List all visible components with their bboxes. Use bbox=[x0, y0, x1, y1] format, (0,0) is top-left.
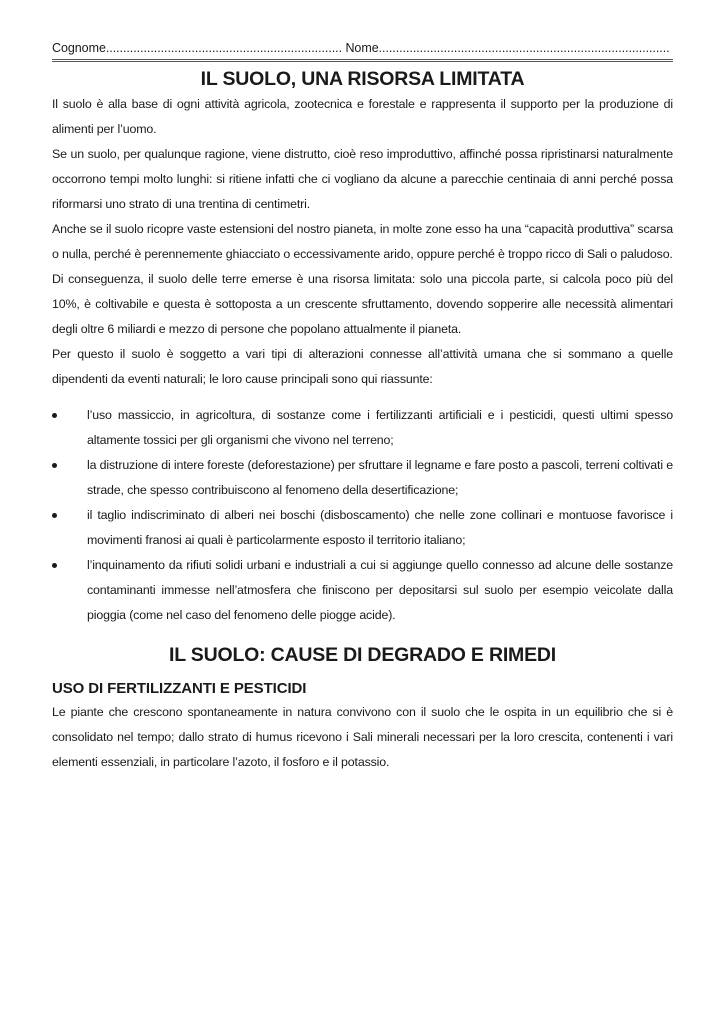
list-item-text: l’uso massiccio, in agricoltura, di sostanze come i fertilizzanti artificiali e i pesticidi, questi ultimi spesso altamente tossici per gli organismi che vivono nel terreno; bbox=[87, 408, 673, 447]
section-title: IL SUOLO: CAUSE DI DEGRADO E RIMEDI bbox=[169, 644, 556, 666]
section-paragraph: Le piante che crescono spontaneamente in natura convivono con il suolo che le ospita in un equilibrio che si è consolidato nel tempo; dallo strato di humus ricevono i Sali minerali necessari per la loro crescita, contenenti i vari elementi essenziali, in particolare l’azoto, il fosforo e il potassio. bbox=[52, 705, 673, 769]
list-item bbox=[52, 403, 673, 453]
bullet-icon bbox=[52, 563, 57, 568]
subsection-title: USO DI FERTILIZZANTI E PESTICIDI bbox=[52, 680, 307, 697]
header-divider bbox=[52, 59, 673, 62]
document-page bbox=[52, 40, 673, 775]
list-item-text: il taglio indiscriminato di alberi nei boschi (disboscamento) che nelle zone collinari e montuose favorisce i movimenti franosi ai quali è particolarmente esposto il territorio italiano; bbox=[87, 508, 673, 547]
list-item bbox=[52, 453, 673, 503]
paragraph-1: Il suolo è alla base di ogni attività agricola, zootecnica e forestale e rappresenta il supporto per la produzione di alimenti per l’uomo. bbox=[52, 97, 673, 136]
paragraph-5: Per questo il suolo è soggetto a vari tipi di alterazioni connesse all’attività umana che si sommano a quelle dipendenti da eventi naturali; le loro cause principali sono qui riassunte: bbox=[52, 347, 673, 386]
causes-list bbox=[52, 403, 673, 628]
page-title: IL SUOLO, UNA RISORSA LIMITATA bbox=[200, 68, 525, 90]
bullet-icon bbox=[52, 463, 57, 468]
list-item-text: l’inquinamento da rifiuti solidi urbani e industriali a cui si aggiunge quello connesso ad alcune delle sostanze contaminanti immesse nell’atmosfera che finiscono per depositarsi sul suolo per esempio veicolate dalla pioggia (come nel caso del fenomeno delle piogge acide). bbox=[87, 558, 673, 622]
list-item-text: la distruzione di intere foreste (deforestazione) per sfruttare il legname e fare posto a pascoli, terreni coltivati e strade, che spesso contribuiscono al fenomeno della desertificazione; bbox=[87, 458, 673, 497]
paragraph-3: Anche se il suolo ricopre vaste estensioni del nostro pianeta, in molte zone esso ha una “capacità produttiva” scarsa o nulla, perché è perennemente ghiacciato o eccessivamente arido, oppure perché è troppo ricco di Sali o paludoso. bbox=[52, 222, 673, 261]
paragraph-2: Se un suolo, per qualunque ragione, viene distrutto, cioè reso improduttivo, affinché possa ripristinarsi naturalmente occorrono tempi molto lunghi: si ritiene infatti che ci vogliano da alcune a parecchie centinaia di anni perché possa riformarsi uno strato di una trentina di centimetri. bbox=[52, 147, 673, 211]
bullet-icon bbox=[52, 513, 57, 518]
paragraph-4: Di conseguenza, il suolo delle terre emerse è una risorsa limitata: solo una piccola parte, si calcola poco più del 10%, è coltivabile e questa è sottoposta a un crescente sfruttamento, dovendo sopperire alle necessità alimentari degli oltre 6 miliardi e mezzo di persone che popolano attualmente il pianeta. bbox=[52, 272, 673, 336]
name-surname-field-line: Cognome..................................................................... Nome..................................................................................... bbox=[52, 41, 670, 55]
bullet-icon bbox=[52, 413, 57, 418]
list-item bbox=[52, 503, 673, 553]
list-item bbox=[52, 553, 673, 628]
